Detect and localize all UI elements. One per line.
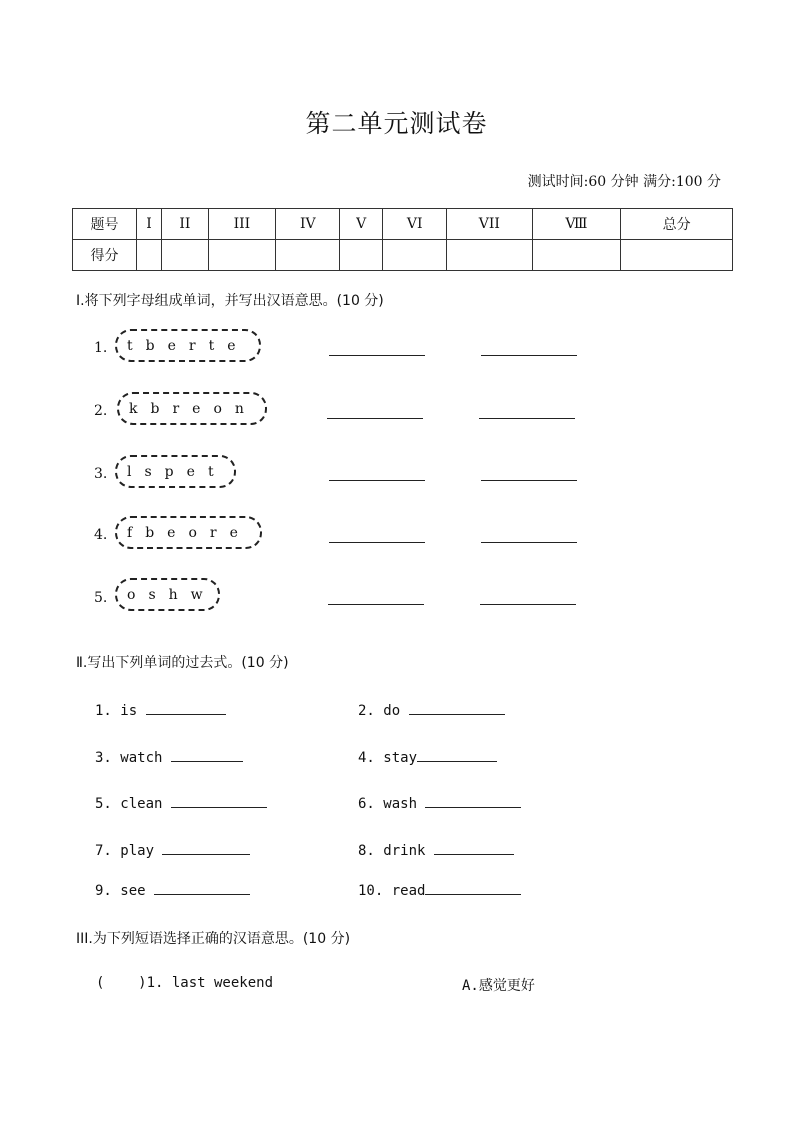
score-table-score-row <box>73 240 733 271</box>
letter: r <box>209 524 217 541</box>
letter: e <box>167 524 176 541</box>
item-word: 6. wash <box>358 796 418 812</box>
letter: t <box>127 337 133 354</box>
score-input-cell[interactable] <box>447 240 532 271</box>
item-word: 1. is <box>95 703 138 719</box>
letter: f <box>127 524 133 541</box>
letter-bubble <box>115 329 261 362</box>
letter: n <box>234 400 244 417</box>
item-word: 9. see <box>95 883 146 899</box>
score-input-cell[interactable] <box>162 240 208 271</box>
meaning-answer-line[interactable] <box>480 604 576 605</box>
item-word: 5. clean <box>95 796 163 812</box>
answer-line[interactable] <box>162 840 250 855</box>
answer-line[interactable] <box>425 793 521 808</box>
letter: b <box>150 400 160 417</box>
letter: r <box>188 337 196 354</box>
header-cell: IV <box>276 209 340 240</box>
score-input-cell[interactable] <box>621 240 733 271</box>
header-cell: II <box>162 209 208 240</box>
item-word: 2. do <box>358 703 401 719</box>
item-word: 10. read <box>358 883 426 899</box>
letter: e <box>167 337 176 354</box>
answer-line[interactable] <box>154 880 250 895</box>
score-table <box>72 208 733 271</box>
section-3-heading: III.为下列短语选择正确的汉语意思。(10 分) <box>76 931 351 947</box>
question-number: 1. <box>94 340 108 356</box>
past-tense-item <box>95 880 250 899</box>
item-word: 8. drink <box>358 843 426 859</box>
question-number: 3. <box>94 466 108 482</box>
word-answer-line[interactable] <box>328 604 424 605</box>
letter-bubble <box>115 455 236 488</box>
past-tense-item <box>358 880 521 899</box>
word-answer-line[interactable] <box>329 542 425 543</box>
letter: o <box>213 400 222 417</box>
answer-line[interactable] <box>409 700 505 715</box>
letter: t <box>208 337 215 354</box>
letter: k <box>129 400 138 417</box>
item-word: 3. watch <box>95 750 163 766</box>
meaning-answer-line[interactable] <box>481 355 577 356</box>
past-tense-item <box>95 793 267 812</box>
answer-line[interactable] <box>171 793 267 808</box>
score-row-label: 得分 <box>73 240 137 271</box>
score-input-cell[interactable] <box>340 240 383 271</box>
header-cell: V <box>340 209 383 240</box>
past-tense-item <box>358 747 497 766</box>
letter-bubble <box>115 516 262 549</box>
answer-line[interactable] <box>425 880 521 895</box>
letter: l <box>127 463 132 480</box>
matching-choice: A.感觉更好 <box>462 978 535 994</box>
letter: o <box>127 586 136 603</box>
word-answer-line[interactable] <box>327 418 423 419</box>
header-cell: Ⅷ <box>532 209 621 240</box>
score-input-cell[interactable] <box>208 240 276 271</box>
letter: w <box>190 586 203 603</box>
letter: e <box>192 400 201 417</box>
answer-line[interactable] <box>146 700 226 715</box>
item-word: 7. play <box>95 843 155 859</box>
section-1-heading: Ⅰ.将下列字母组成单词，并写出汉语意思。(10 分) <box>76 293 384 309</box>
letter: p <box>164 463 174 480</box>
meaning-answer-line[interactable] <box>481 480 577 481</box>
question-number: 5. <box>94 590 108 606</box>
letter: e <box>229 524 238 541</box>
meaning-answer-line[interactable] <box>479 418 575 419</box>
answer-line[interactable] <box>417 747 497 762</box>
header-cell: III <box>208 209 276 240</box>
header-cell: VI <box>383 209 447 240</box>
item-word: 4. stay <box>358 750 418 766</box>
word-answer-line[interactable] <box>329 480 425 481</box>
header-cell: I <box>137 209 162 240</box>
question-number: 2. <box>94 403 108 419</box>
past-tense-item <box>95 700 226 719</box>
letter: o <box>188 524 197 541</box>
letter: b <box>145 337 155 354</box>
page-title: 第二单元测试卷 <box>305 109 488 138</box>
letter: s <box>144 463 152 480</box>
header-cell: VII <box>447 209 532 240</box>
section-2-heading: Ⅱ.写出下列单词的过去式。(10 分) <box>76 655 289 671</box>
score-input-cell[interactable] <box>276 240 340 271</box>
score-input-cell[interactable] <box>532 240 621 271</box>
score-input-cell[interactable] <box>383 240 447 271</box>
time-info: 测试时间:60 分钟 满分:100 分 <box>527 174 721 190</box>
score-input-cell[interactable] <box>137 240 162 271</box>
matching-item[interactable]: ( )1. last weekend <box>96 975 274 991</box>
past-tense-item <box>95 840 250 859</box>
letter: r <box>172 400 180 417</box>
letter: e <box>227 337 236 354</box>
answer-line[interactable] <box>434 840 514 855</box>
past-tense-item <box>358 840 514 859</box>
meaning-answer-line[interactable] <box>481 542 577 543</box>
letter-bubble <box>117 392 267 425</box>
letter: b <box>145 524 155 541</box>
past-tense-item <box>95 747 243 766</box>
header-cell: 题号 <box>73 209 137 240</box>
header-cell: 总分 <box>621 209 733 240</box>
answer-line[interactable] <box>171 747 243 762</box>
past-tense-item <box>358 700 505 719</box>
past-tense-item <box>358 793 521 812</box>
letter: t <box>207 463 214 480</box>
question-number: 4. <box>94 527 108 543</box>
letter: h <box>168 586 178 603</box>
letter: e <box>186 463 195 480</box>
score-table-header-row <box>73 209 733 240</box>
letter-bubble <box>115 578 220 611</box>
letter: s <box>148 586 156 603</box>
word-answer-line[interactable] <box>329 355 425 356</box>
